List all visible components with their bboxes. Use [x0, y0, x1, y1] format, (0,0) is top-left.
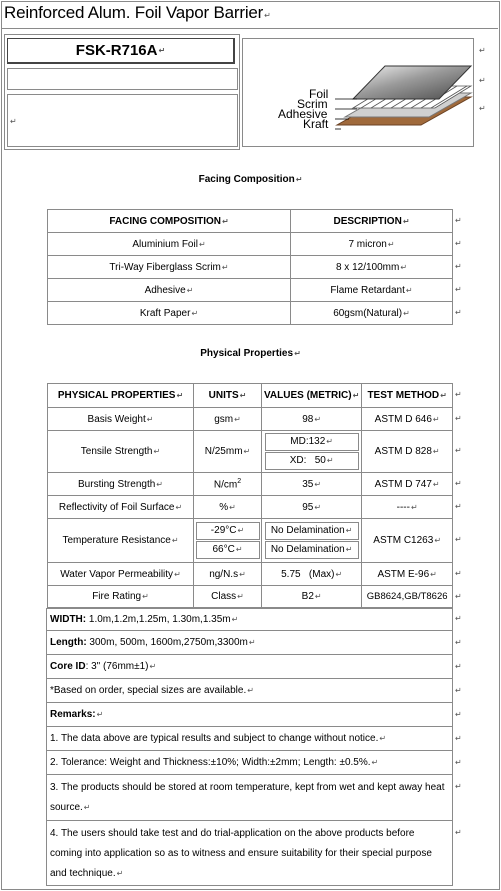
header-empty-cell-2: ↵ — [7, 94, 238, 147]
document-title: Reinforced Alum. Foil Vapor Barrier↵ — [4, 3, 271, 22]
table-row: Fire Rating↵ Class↵ B2↵ GB8624,GB/T8626 — [48, 586, 453, 608]
physical-header-method: TEST METHOD↵ — [362, 384, 453, 408]
physical-header-values: VALUES (METRIC)↵ — [262, 384, 362, 408]
table-row: Temperature Resistance↵ -29°C↵ 66°C↵ No Delamination↵ No Delamination↵ ASTM C1263↵ — [48, 519, 453, 563]
facing-heading: Facing Composition↵ — [198, 174, 303, 185]
table-row: Tensile Strength↵ N/25mm↵ MD:132↵ XD: 50↵ ASTM D 828↵ — [48, 431, 453, 473]
remark-2: 2. Tolerance: Weight and Thickness:±10%; Width:±2mm; Length: ±0.5%.↵ — [46, 751, 453, 775]
physical-heading: Physical Properties↵ — [200, 348, 301, 359]
layer-diagram — [243, 39, 473, 146]
notes-section — [46, 608, 453, 886]
remark-1: 1. The data above are typical results and subject to change without notice.↵ — [46, 727, 453, 751]
layer-label-adhesive: Adhesive — [278, 107, 328, 121]
table-row: Bursting Strength↵ $N/cm^2$ 35↵ ASTM D 747↵ — [48, 473, 453, 496]
special-note: *Based on order, special sizes are available.↵ — [46, 679, 453, 703]
table-row: Basis Weight↵ gsm↵ 98↵ ASTM D 646↵ — [48, 408, 453, 431]
width-note: WIDTH: 1.0m,1.2m,1.25m, 1.30m,1.35m↵ — [46, 608, 453, 631]
layer-diagram-box — [242, 38, 474, 147]
remark-3: 3. The products should be stored at room temperature, kept from wet and kept away heat source.↵ — [46, 775, 453, 821]
title-divider — [1, 28, 498, 29]
layer-label-scrim: Scrim — [297, 97, 328, 111]
facing-header-description: DESCRIPTION↵ — [291, 210, 453, 233]
table-row: Adhesive↵ Flame Retardant↵ — [48, 279, 453, 302]
physical-header-property: PHYSICAL PROPERTIES↵ — [48, 384, 194, 408]
table-row: Kraft Paper↵ 60gsm(Natural)↵ — [48, 302, 453, 325]
facing-header-composition: FACING COMPOSITION↵ — [48, 210, 291, 233]
physical-table — [47, 383, 453, 608]
table-row: Tri-Way Fiberglass Scrim↵ 8 x 12/100mm↵ — [48, 256, 453, 279]
layer-label-kraft: Kraft — [303, 117, 329, 131]
model-label: FSK-R716A ↵ — [7, 38, 235, 64]
table-row: Aluminium Foil↵ 7 micron↵ — [48, 233, 453, 256]
remarks-heading: Remarks:↵ — [46, 703, 453, 727]
physical-header-units: UNITS↵ — [194, 384, 262, 408]
core-note: Core ID: 3" (76mm±1)↵ — [46, 655, 453, 679]
length-note: Length: 300m, 500m, 1600m,2750m,3300m↵ — [46, 631, 453, 655]
remark-4: 4. The users should take test and do trial-application on the above products before coming into application so as to witness and ensure suitability for their special purpose and technique.↵ — [46, 821, 453, 886]
facing-table — [47, 209, 453, 325]
header-empty-cell — [7, 68, 238, 90]
table-row: Water Vapor Permeability↵ ng/N.s↵ 5.75 (Max)↵ ASTM E-96↵ — [48, 563, 453, 586]
layer-label-foil: Foil — [309, 87, 329, 101]
table-row: Reflectivity of Foil Surface↵ %↵ 95↵ ----↵ — [48, 496, 453, 519]
